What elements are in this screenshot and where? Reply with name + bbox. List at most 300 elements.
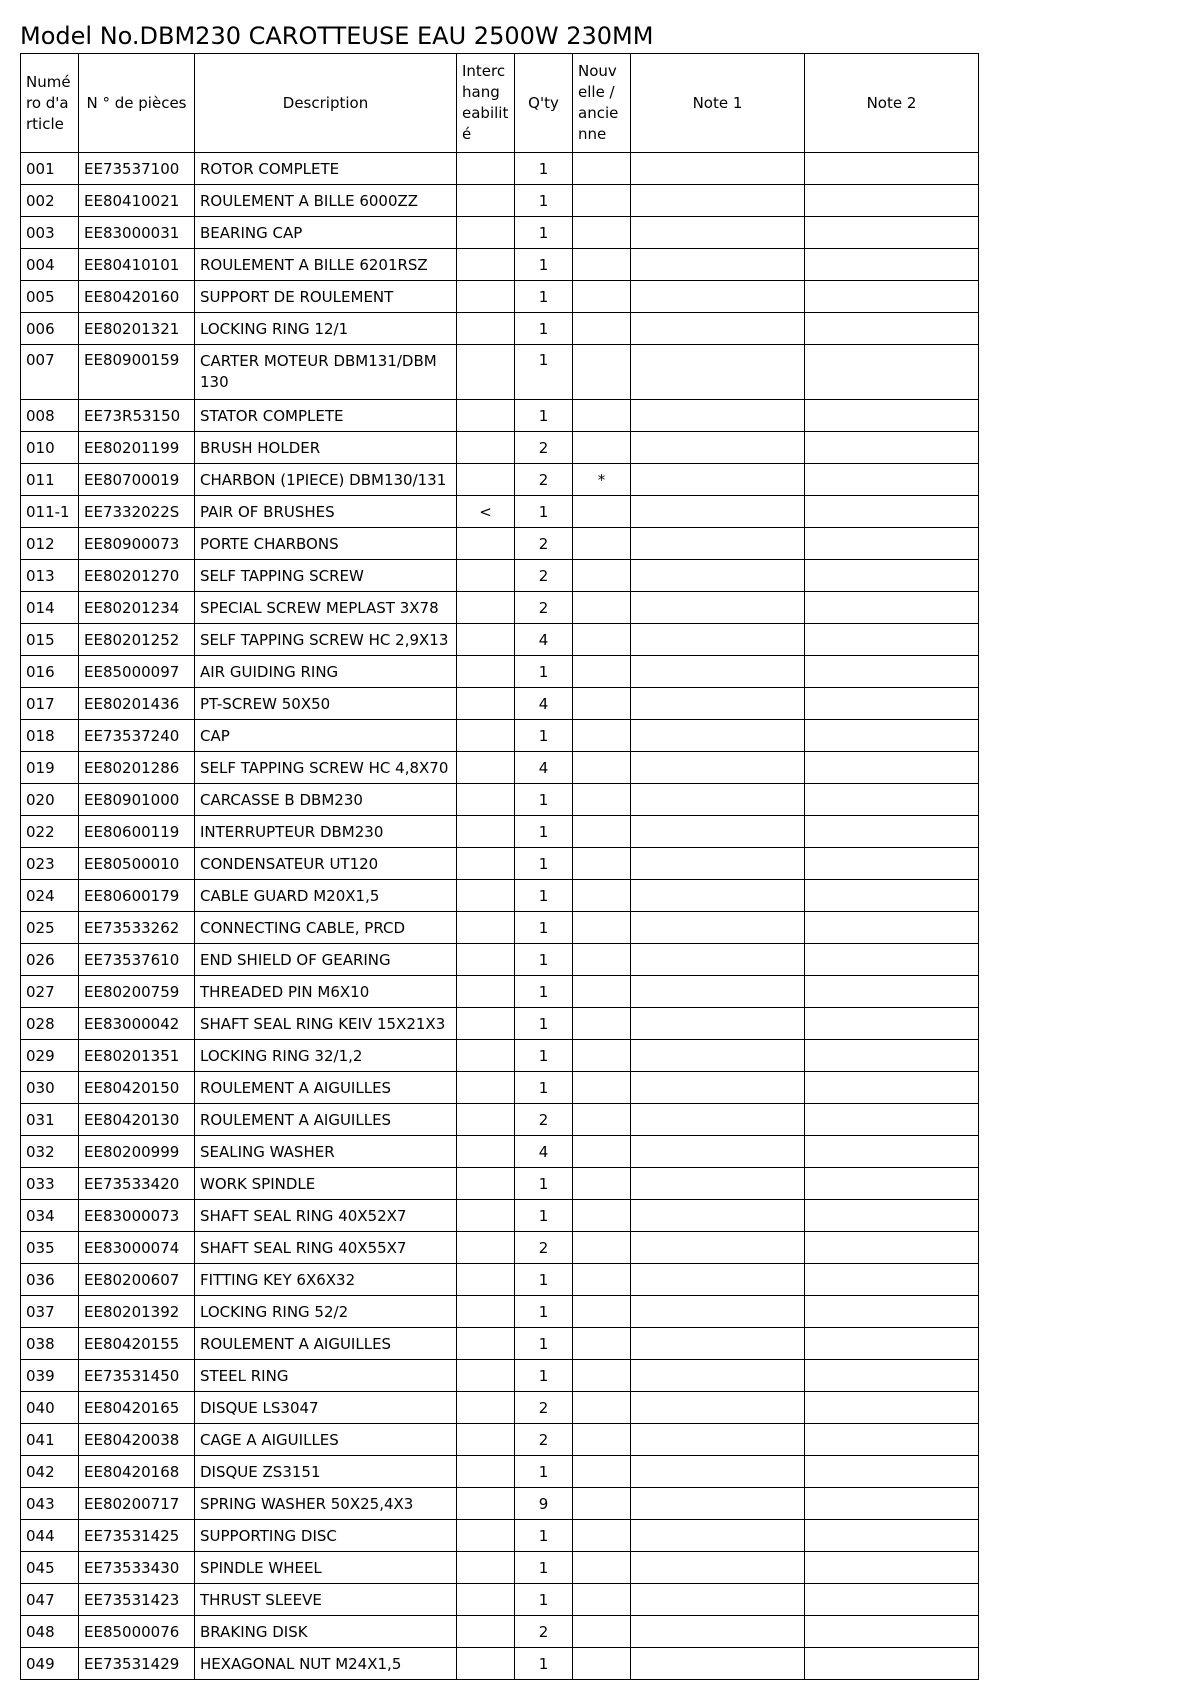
cell-note-1 bbox=[631, 1520, 805, 1552]
cell-note-1 bbox=[631, 1040, 805, 1072]
cell-qty: 2 bbox=[515, 1232, 573, 1264]
cell-part-no: EE73R53150 bbox=[79, 400, 195, 432]
cell-description: BEARING CAP bbox=[195, 217, 457, 249]
cell-note-2 bbox=[805, 1488, 979, 1520]
cell-interchangeability bbox=[457, 976, 515, 1008]
cell-description: LOCKING RING 12/1 bbox=[195, 313, 457, 345]
table-row bbox=[21, 1296, 979, 1328]
cell-interchangeability bbox=[457, 1424, 515, 1456]
cell-note-2 bbox=[805, 1584, 979, 1616]
cell-part-no: EE80201270 bbox=[79, 560, 195, 592]
cell-interchangeability bbox=[457, 345, 515, 400]
cell-part-no: EE73537100 bbox=[79, 153, 195, 185]
cell-qty: 1 bbox=[515, 944, 573, 976]
cell-note-2 bbox=[805, 1520, 979, 1552]
cell-description: CABLE GUARD M20X1,5 bbox=[195, 880, 457, 912]
cell-description: CHARBON (1PIECE) DBM130/131 bbox=[195, 464, 457, 496]
cell-new-old bbox=[573, 345, 631, 400]
cell-interchangeability bbox=[457, 281, 515, 313]
cell-part-no: EE80200717 bbox=[79, 1488, 195, 1520]
cell-new-old bbox=[573, 816, 631, 848]
table-row bbox=[21, 944, 979, 976]
cell-new-old bbox=[573, 313, 631, 345]
cell-qty: 1 bbox=[515, 496, 573, 528]
cell-description: SPINDLE WHEEL bbox=[195, 1552, 457, 1584]
cell-qty: 2 bbox=[515, 464, 573, 496]
cell-note-1 bbox=[631, 400, 805, 432]
cell-item-no: 002 bbox=[21, 185, 79, 217]
cell-interchangeability bbox=[457, 784, 515, 816]
cell-note-2 bbox=[805, 400, 979, 432]
table-row bbox=[21, 848, 979, 880]
cell-note-2 bbox=[805, 249, 979, 281]
cell-note-1 bbox=[631, 528, 805, 560]
cell-description: SELF TAPPING SCREW HC 4,8X70 bbox=[195, 752, 457, 784]
header-description: Description bbox=[195, 54, 457, 153]
cell-description: FITTING KEY 6X6X32 bbox=[195, 1264, 457, 1296]
cell-new-old bbox=[573, 185, 631, 217]
cell-note-2 bbox=[805, 528, 979, 560]
cell-interchangeability bbox=[457, 752, 515, 784]
cell-new-old bbox=[573, 1488, 631, 1520]
table-row bbox=[21, 249, 979, 281]
cell-item-no: 042 bbox=[21, 1456, 79, 1488]
cell-item-no: 003 bbox=[21, 217, 79, 249]
cell-part-no: EE73537240 bbox=[79, 720, 195, 752]
cell-qty: 2 bbox=[515, 1424, 573, 1456]
cell-qty: 1 bbox=[515, 816, 573, 848]
table-row bbox=[21, 592, 979, 624]
cell-note-2 bbox=[805, 153, 979, 185]
cell-item-no: 035 bbox=[21, 1232, 79, 1264]
cell-description: STATOR COMPLETE bbox=[195, 400, 457, 432]
cell-note-2 bbox=[805, 1104, 979, 1136]
cell-part-no: EE73533430 bbox=[79, 1552, 195, 1584]
cell-item-no: 037 bbox=[21, 1296, 79, 1328]
table-row bbox=[21, 560, 979, 592]
cell-description: SUPPORTING DISC bbox=[195, 1520, 457, 1552]
cell-note-2 bbox=[805, 688, 979, 720]
cell-description: SUPPORT DE ROULEMENT bbox=[195, 281, 457, 313]
cell-new-old bbox=[573, 1200, 631, 1232]
cell-part-no: EE73533262 bbox=[79, 912, 195, 944]
cell-item-no: 012 bbox=[21, 528, 79, 560]
cell-qty: 1 bbox=[515, 848, 573, 880]
cell-qty: 4 bbox=[515, 752, 573, 784]
cell-note-2 bbox=[805, 624, 979, 656]
cell-interchangeability bbox=[457, 656, 515, 688]
cell-new-old bbox=[573, 1040, 631, 1072]
cell-new-old bbox=[573, 528, 631, 560]
cell-new-old bbox=[573, 1104, 631, 1136]
cell-note-2 bbox=[805, 976, 979, 1008]
table-row bbox=[21, 1616, 979, 1648]
cell-qty: 1 bbox=[515, 1008, 573, 1040]
cell-interchangeability bbox=[457, 1296, 515, 1328]
cell-part-no: EE80410101 bbox=[79, 249, 195, 281]
cell-note-2 bbox=[805, 1264, 979, 1296]
cell-item-no: 015 bbox=[21, 624, 79, 656]
cell-interchangeability bbox=[457, 848, 515, 880]
cell-item-no: 027 bbox=[21, 976, 79, 1008]
cell-qty: 2 bbox=[515, 560, 573, 592]
cell-interchangeability bbox=[457, 1456, 515, 1488]
cell-part-no: EE80900159 bbox=[79, 345, 195, 400]
cell-qty: 1 bbox=[515, 153, 573, 185]
cell-interchangeability bbox=[457, 313, 515, 345]
cell-qty: 1 bbox=[515, 345, 573, 400]
cell-note-2 bbox=[805, 185, 979, 217]
cell-interchangeability bbox=[457, 1488, 515, 1520]
cell-description: AIR GUIDING RING bbox=[195, 656, 457, 688]
cell-qty: 1 bbox=[515, 1520, 573, 1552]
cell-note-2 bbox=[805, 944, 979, 976]
cell-interchangeability bbox=[457, 624, 515, 656]
cell-part-no: EE85000076 bbox=[79, 1616, 195, 1648]
cell-note-2 bbox=[805, 656, 979, 688]
cell-qty: 1 bbox=[515, 1456, 573, 1488]
table-row bbox=[21, 816, 979, 848]
table-row bbox=[21, 1360, 979, 1392]
cell-interchangeability bbox=[457, 185, 515, 217]
cell-item-no: 023 bbox=[21, 848, 79, 880]
table-row bbox=[21, 1584, 979, 1616]
table-row bbox=[21, 217, 979, 249]
cell-item-no: 038 bbox=[21, 1328, 79, 1360]
cell-part-no: EE83000074 bbox=[79, 1232, 195, 1264]
cell-interchangeability bbox=[457, 1584, 515, 1616]
cell-note-1 bbox=[631, 848, 805, 880]
cell-interchangeability bbox=[457, 528, 515, 560]
cell-item-no: 049 bbox=[21, 1648, 79, 1680]
cell-description: SPRING WASHER 50X25,4X3 bbox=[195, 1488, 457, 1520]
cell-description: LOCKING RING 32/1,2 bbox=[195, 1040, 457, 1072]
cell-description: SPECIAL SCREW MEPLAST 3X78 bbox=[195, 592, 457, 624]
cell-description: STEEL RING bbox=[195, 1360, 457, 1392]
cell-interchangeability bbox=[457, 1360, 515, 1392]
cell-description: SELF TAPPING SCREW bbox=[195, 560, 457, 592]
table-row bbox=[21, 624, 979, 656]
table-row bbox=[21, 688, 979, 720]
cell-note-2 bbox=[805, 816, 979, 848]
table-row bbox=[21, 1232, 979, 1264]
cell-item-no: 033 bbox=[21, 1168, 79, 1200]
cell-part-no: EE80200759 bbox=[79, 976, 195, 1008]
cell-description: HEXAGONAL NUT M24X1,5 bbox=[195, 1648, 457, 1680]
cell-interchangeability bbox=[457, 944, 515, 976]
cell-qty: 2 bbox=[515, 1616, 573, 1648]
cell-note-1 bbox=[631, 1488, 805, 1520]
cell-part-no: EE80201234 bbox=[79, 592, 195, 624]
cell-part-no: EE80420038 bbox=[79, 1424, 195, 1456]
cell-note-1 bbox=[631, 1200, 805, 1232]
table-row bbox=[21, 1488, 979, 1520]
cell-item-no: 039 bbox=[21, 1360, 79, 1392]
cell-description: SHAFT SEAL RING 40X52X7 bbox=[195, 1200, 457, 1232]
cell-note-1 bbox=[631, 1552, 805, 1584]
table-row bbox=[21, 720, 979, 752]
cell-note-2 bbox=[805, 1040, 979, 1072]
cell-note-1 bbox=[631, 656, 805, 688]
header-row bbox=[21, 54, 979, 153]
table-row bbox=[21, 1456, 979, 1488]
cell-note-1 bbox=[631, 1616, 805, 1648]
cell-note-2 bbox=[805, 880, 979, 912]
table-row bbox=[21, 976, 979, 1008]
cell-item-no: 011 bbox=[21, 464, 79, 496]
cell-qty: 2 bbox=[515, 432, 573, 464]
cell-note-1 bbox=[631, 496, 805, 528]
cell-note-1 bbox=[631, 1296, 805, 1328]
table-row bbox=[21, 496, 979, 528]
cell-interchangeability bbox=[457, 1520, 515, 1552]
cell-new-old bbox=[573, 1456, 631, 1488]
cell-part-no: EE80500010 bbox=[79, 848, 195, 880]
cell-qty: 9 bbox=[515, 1488, 573, 1520]
cell-item-no: 022 bbox=[21, 816, 79, 848]
cell-interchangeability bbox=[457, 560, 515, 592]
cell-note-2 bbox=[805, 1072, 979, 1104]
cell-new-old bbox=[573, 880, 631, 912]
cell-part-no: EE80420168 bbox=[79, 1456, 195, 1488]
cell-item-no: 028 bbox=[21, 1008, 79, 1040]
cell-new-old bbox=[573, 1136, 631, 1168]
cell-qty: 1 bbox=[515, 249, 573, 281]
cell-note-1 bbox=[631, 185, 805, 217]
cell-new-old bbox=[573, 1072, 631, 1104]
cell-new-old bbox=[573, 656, 631, 688]
cell-item-no: 010 bbox=[21, 432, 79, 464]
cell-item-no: 005 bbox=[21, 281, 79, 313]
cell-description: INTERRUPTEUR DBM230 bbox=[195, 816, 457, 848]
cell-item-no: 032 bbox=[21, 1136, 79, 1168]
cell-interchangeability bbox=[457, 1136, 515, 1168]
cell-interchangeability bbox=[457, 464, 515, 496]
cell-new-old bbox=[573, 912, 631, 944]
cell-note-2 bbox=[805, 1328, 979, 1360]
cell-qty: 1 bbox=[515, 313, 573, 345]
cell-description: BRAKING DISK bbox=[195, 1616, 457, 1648]
cell-part-no: EE73531450 bbox=[79, 1360, 195, 1392]
cell-note-1 bbox=[631, 816, 805, 848]
cell-note-1 bbox=[631, 1232, 805, 1264]
cell-new-old bbox=[573, 1552, 631, 1584]
table-row bbox=[21, 1072, 979, 1104]
cell-qty: 1 bbox=[515, 784, 573, 816]
cell-note-1 bbox=[631, 560, 805, 592]
cell-item-no: 031 bbox=[21, 1104, 79, 1136]
cell-item-no: 048 bbox=[21, 1616, 79, 1648]
cell-new-old bbox=[573, 688, 631, 720]
cell-description: CONNECTING CABLE, PRCD bbox=[195, 912, 457, 944]
cell-part-no: EE80900073 bbox=[79, 528, 195, 560]
cell-item-no: 040 bbox=[21, 1392, 79, 1424]
page-title: Model No.DBM230 CAROTTEUSE EAU 2500W 230MM bbox=[20, 22, 654, 50]
cell-new-old bbox=[573, 1264, 631, 1296]
cell-new-old bbox=[573, 1296, 631, 1328]
cell-description: SEALING WASHER bbox=[195, 1136, 457, 1168]
cell-qty: 1 bbox=[515, 1168, 573, 1200]
cell-interchangeability bbox=[457, 1648, 515, 1680]
cell-new-old bbox=[573, 1616, 631, 1648]
cell-description: LOCKING RING 52/2 bbox=[195, 1296, 457, 1328]
cell-part-no: EE73531429 bbox=[79, 1648, 195, 1680]
cell-interchangeability bbox=[457, 1232, 515, 1264]
table-row bbox=[21, 784, 979, 816]
cell-description: BRUSH HOLDER bbox=[195, 432, 457, 464]
cell-qty: 1 bbox=[515, 281, 573, 313]
cell-note-2 bbox=[805, 496, 979, 528]
cell-part-no: EE80901000 bbox=[79, 784, 195, 816]
header-note-2: Note 2 bbox=[805, 54, 979, 153]
cell-item-no: 045 bbox=[21, 1552, 79, 1584]
cell-note-2 bbox=[805, 752, 979, 784]
cell-interchangeability bbox=[457, 217, 515, 249]
cell-description: SHAFT SEAL RING KEIV 15X21X3 bbox=[195, 1008, 457, 1040]
table-row bbox=[21, 345, 979, 400]
cell-description: DISQUE ZS3151 bbox=[195, 1456, 457, 1488]
cell-part-no: EE80201436 bbox=[79, 688, 195, 720]
header-qty: Q'ty bbox=[515, 54, 573, 153]
cell-note-2 bbox=[805, 464, 979, 496]
table-row bbox=[21, 464, 979, 496]
cell-note-1 bbox=[631, 1456, 805, 1488]
table-row bbox=[21, 1040, 979, 1072]
cell-item-no: 041 bbox=[21, 1424, 79, 1456]
cell-item-no: 030 bbox=[21, 1072, 79, 1104]
cell-part-no: EE73533420 bbox=[79, 1168, 195, 1200]
cell-part-no: EE7332022S bbox=[79, 496, 195, 528]
cell-part-no: EE80201252 bbox=[79, 624, 195, 656]
cell-item-no: 016 bbox=[21, 656, 79, 688]
cell-part-no: EE73537610 bbox=[79, 944, 195, 976]
cell-part-no: EE80420160 bbox=[79, 281, 195, 313]
cell-description: PT-SCREW 50X50 bbox=[195, 688, 457, 720]
cell-note-2 bbox=[805, 720, 979, 752]
cell-note-2 bbox=[805, 1200, 979, 1232]
cell-note-2 bbox=[805, 432, 979, 464]
cell-note-2 bbox=[805, 1296, 979, 1328]
cell-note-1 bbox=[631, 976, 805, 1008]
cell-new-old bbox=[573, 1584, 631, 1616]
cell-qty: 4 bbox=[515, 688, 573, 720]
cell-note-1 bbox=[631, 1584, 805, 1616]
cell-interchangeability bbox=[457, 1264, 515, 1296]
cell-interchangeability bbox=[457, 688, 515, 720]
cell-new-old bbox=[573, 1168, 631, 1200]
cell-interchangeability bbox=[457, 1200, 515, 1232]
cell-qty: 1 bbox=[515, 185, 573, 217]
cell-description: SHAFT SEAL RING 40X55X7 bbox=[195, 1232, 457, 1264]
cell-qty: 1 bbox=[515, 1296, 573, 1328]
cell-note-2 bbox=[805, 912, 979, 944]
cell-interchangeability bbox=[457, 153, 515, 185]
cell-item-no: 006 bbox=[21, 313, 79, 345]
table-row bbox=[21, 1136, 979, 1168]
cell-description: WORK SPINDLE bbox=[195, 1168, 457, 1200]
cell-interchangeability bbox=[457, 1104, 515, 1136]
cell-new-old bbox=[573, 1232, 631, 1264]
cell-new-old bbox=[573, 784, 631, 816]
cell-note-1 bbox=[631, 720, 805, 752]
cell-note-1 bbox=[631, 217, 805, 249]
cell-interchangeability bbox=[457, 880, 515, 912]
cell-note-2 bbox=[805, 313, 979, 345]
cell-note-1 bbox=[631, 752, 805, 784]
cell-note-2 bbox=[805, 1552, 979, 1584]
cell-qty: 1 bbox=[515, 1360, 573, 1392]
cell-new-old bbox=[573, 624, 631, 656]
cell-qty: 1 bbox=[515, 976, 573, 1008]
cell-description: CAGE A AIGUILLES bbox=[195, 1424, 457, 1456]
cell-note-1 bbox=[631, 1136, 805, 1168]
cell-note-2 bbox=[805, 217, 979, 249]
cell-qty: 2 bbox=[515, 1392, 573, 1424]
table-row bbox=[21, 912, 979, 944]
cell-part-no: EE80410021 bbox=[79, 185, 195, 217]
cell-new-old bbox=[573, 1648, 631, 1680]
cell-note-1 bbox=[631, 1360, 805, 1392]
cell-description: END SHIELD OF GEARING bbox=[195, 944, 457, 976]
header-new-old: Nouv elle / ancie nne bbox=[573, 54, 631, 153]
table-row bbox=[21, 153, 979, 185]
cell-new-old bbox=[573, 976, 631, 1008]
cell-new-old bbox=[573, 1008, 631, 1040]
cell-interchangeability bbox=[457, 249, 515, 281]
table-row bbox=[21, 185, 979, 217]
table-row bbox=[21, 1168, 979, 1200]
cell-qty: 1 bbox=[515, 217, 573, 249]
cell-interchangeability bbox=[457, 816, 515, 848]
cell-part-no: EE80200607 bbox=[79, 1264, 195, 1296]
header-note-1: Note 1 bbox=[631, 54, 805, 153]
cell-part-no: EE83000042 bbox=[79, 1008, 195, 1040]
cell-description: CARCASSE B DBM230 bbox=[195, 784, 457, 816]
cell-new-old bbox=[573, 1360, 631, 1392]
table-row bbox=[21, 281, 979, 313]
cell-new-old bbox=[573, 848, 631, 880]
cell-note-1 bbox=[631, 313, 805, 345]
cell-interchangeability bbox=[457, 432, 515, 464]
cell-part-no: EE80201199 bbox=[79, 432, 195, 464]
cell-qty: 2 bbox=[515, 592, 573, 624]
cell-qty: 1 bbox=[515, 1072, 573, 1104]
cell-qty: 1 bbox=[515, 1584, 573, 1616]
cell-note-2 bbox=[805, 1232, 979, 1264]
cell-description: THRUST SLEEVE bbox=[195, 1584, 457, 1616]
cell-item-no: 011-1 bbox=[21, 496, 79, 528]
cell-note-2 bbox=[805, 1360, 979, 1392]
cell-new-old bbox=[573, 249, 631, 281]
cell-note-1 bbox=[631, 1392, 805, 1424]
cell-new-old bbox=[573, 944, 631, 976]
cell-item-no: 029 bbox=[21, 1040, 79, 1072]
cell-note-1 bbox=[631, 1264, 805, 1296]
table-row bbox=[21, 1200, 979, 1232]
cell-new-old bbox=[573, 720, 631, 752]
table-row bbox=[21, 1648, 979, 1680]
table-row bbox=[21, 880, 979, 912]
cell-note-2 bbox=[805, 281, 979, 313]
cell-note-1 bbox=[631, 1104, 805, 1136]
cell-new-old bbox=[573, 1520, 631, 1552]
cell-note-1 bbox=[631, 1168, 805, 1200]
cell-new-old bbox=[573, 1424, 631, 1456]
cell-note-1 bbox=[631, 1008, 805, 1040]
cell-interchangeability bbox=[457, 1328, 515, 1360]
cell-part-no: EE80420165 bbox=[79, 1392, 195, 1424]
cell-note-2 bbox=[805, 848, 979, 880]
